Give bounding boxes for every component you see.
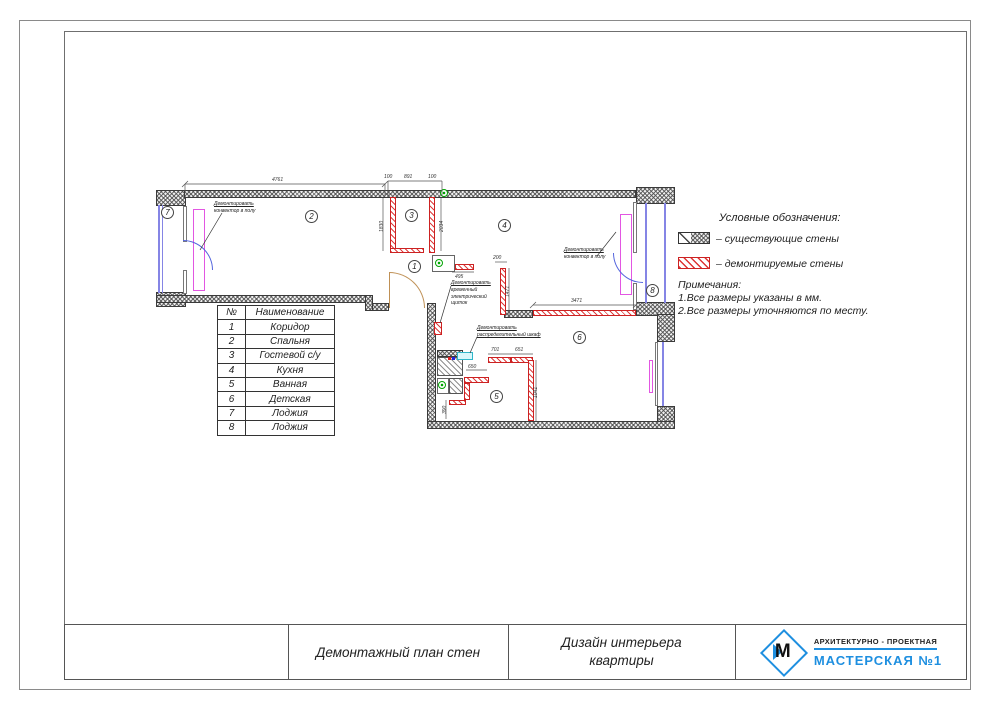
annotation-line: Демонтировать: [451, 280, 491, 286]
room-number-6: 6: [573, 331, 586, 344]
dim-label: 495: [455, 274, 464, 280]
company-line1: АРХИТЕКТУРНО - ПРОЕКТНАЯ: [814, 637, 937, 650]
annotation-line: распределительный шкаф: [477, 331, 541, 338]
table-cell: 8: [218, 421, 246, 434]
legend-swatch-demolish: [678, 257, 710, 269]
annotation-line: Демонтировать: [564, 247, 604, 253]
project-title-line2: квартиры: [589, 653, 654, 668]
table-header-num: №: [218, 306, 246, 320]
annotation-line: Демонтировать: [477, 325, 517, 331]
table-cell: Лоджия: [272, 422, 308, 434]
annotation-convector-8: [564, 247, 605, 261]
legend-swatch-existing: [678, 232, 710, 244]
table-header-name: Наименование: [246, 306, 334, 320]
legend-label-demolish: – демонтируемые стены: [716, 258, 844, 270]
table-cell: Коридор: [246, 320, 334, 334]
room-number-3: 3: [405, 209, 418, 222]
room-number-1: 1: [408, 260, 421, 273]
room-table: [217, 305, 335, 436]
drawing-title: Демонтажный план стен: [315, 644, 481, 660]
dim-label: 2034: [439, 220, 445, 232]
note-1: 1.Все размеры указаны в мм.: [678, 292, 823, 304]
company-name: [814, 637, 942, 668]
dim-label: 650: [468, 364, 477, 370]
table-cell: Детская: [246, 392, 334, 406]
project-title: [508, 624, 735, 680]
room-number-7: 7: [161, 206, 174, 219]
dim-label: 4761: [272, 177, 284, 183]
table-cell: 2: [218, 335, 246, 349]
annotation-cabinet: [477, 325, 541, 339]
dim-label: 200: [493, 255, 502, 261]
table-cell: 3: [218, 349, 246, 363]
annotation-line: щиток: [451, 300, 468, 307]
company-line2: МАСТЕРСКАЯ №1: [813, 652, 943, 668]
room-number-5: 5: [490, 390, 503, 403]
table-cell: 5: [218, 378, 246, 392]
table-cell: Гостевой с/у: [246, 349, 334, 363]
company-cell: [735, 624, 967, 680]
table-cell: 4: [218, 364, 246, 378]
table-cell: 7: [218, 407, 246, 421]
annotation-line: конвектор в полу: [564, 253, 606, 260]
annotation-convector-7: [214, 201, 255, 215]
dim-label: 390: [442, 405, 448, 414]
legend-label-existing: – существующие стены: [716, 233, 839, 245]
dim-label: 100: [428, 174, 437, 180]
notes-title: Примечания:: [678, 279, 742, 291]
dim-label: 3471: [571, 298, 583, 304]
annotation-line: временный: [451, 286, 478, 293]
annotation-line: конвектор в полу: [214, 207, 256, 214]
swatch-part: [679, 233, 691, 243]
table-cell: Лоджия: [246, 407, 334, 421]
room-number-4: 4: [498, 219, 511, 232]
dim-label: 651: [515, 347, 524, 353]
table-cell: 6: [218, 392, 246, 406]
dim-label: 891: [404, 174, 413, 180]
annotation-line: Демонтировать: [214, 201, 254, 207]
logo-letter: М: [774, 641, 791, 662]
company-logo: [760, 629, 806, 675]
legend-title: Условные обозначения:: [719, 212, 841, 224]
note-2: 2.Все размеры уточняются по месту.: [678, 305, 869, 317]
room-number-8: 8: [646, 284, 659, 297]
dim-label: 701: [491, 347, 500, 353]
project-title-line1: Дизайн интерьера: [561, 634, 682, 650]
swatch-part: [691, 233, 709, 243]
annotation-electrical-panel: [451, 280, 491, 307]
table-cell: 1: [218, 320, 246, 334]
room-number-2: 2: [305, 210, 318, 223]
table-cell: Кухня: [246, 364, 334, 378]
table-cell: Спальня: [246, 335, 334, 349]
dim-label: 1471: [505, 285, 511, 297]
table-cell: Ванная: [246, 378, 334, 392]
dim-label: 1830: [379, 220, 385, 232]
dim-label: 100: [384, 174, 393, 180]
dim-label: 1041: [533, 386, 539, 398]
annotation-line: электрический: [451, 293, 487, 300]
